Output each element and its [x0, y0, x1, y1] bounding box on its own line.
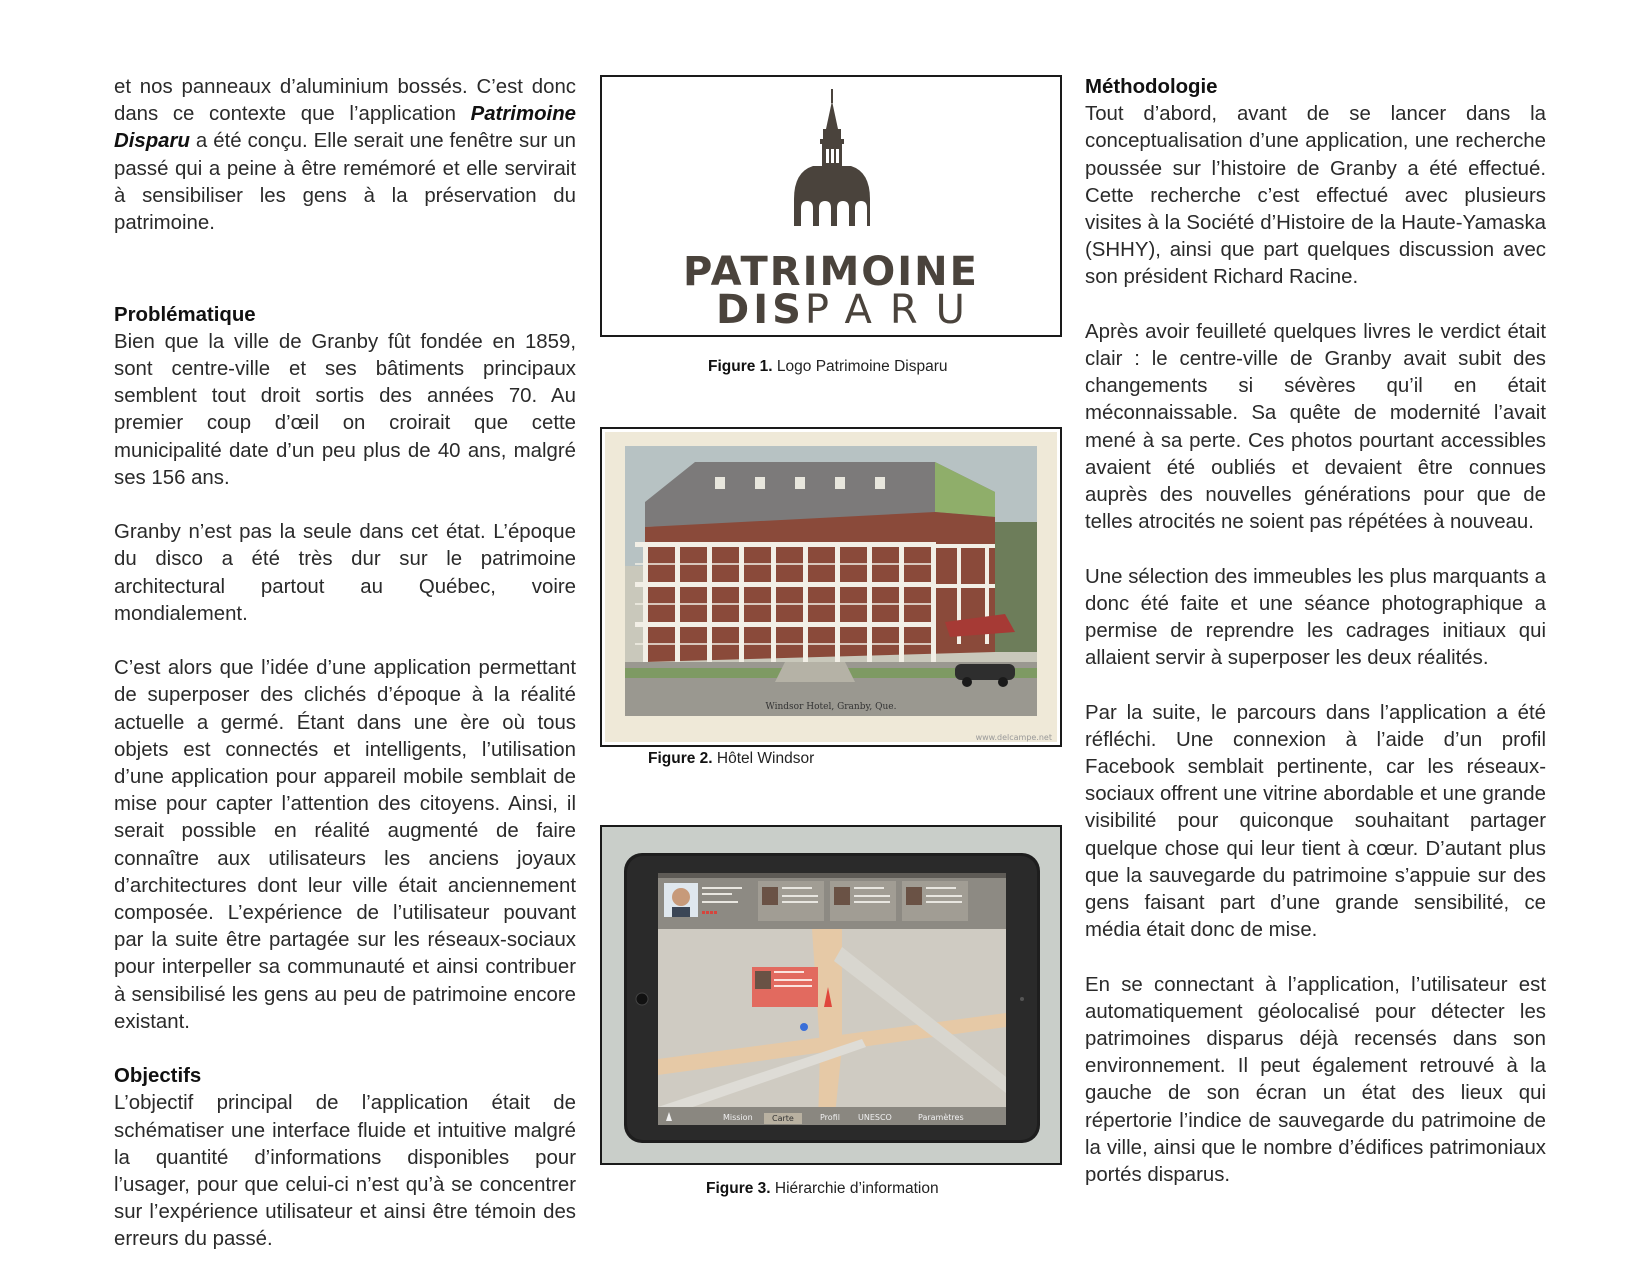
figure-1-logo — [600, 75, 1062, 337]
figure-3-caption: Figure 3. Hiérarchie d’information — [706, 1180, 939, 1197]
nav-item-mission[interactable]: Mission — [723, 1113, 753, 1122]
problematique-paragraph-3: C’est alors que l’idée d’une application permettant de superposer des clichés d’époque à la réalité actuelle a germé. Étant dans une ère où tous objets est connectés et intelligents, l’utilisation d’une application pour appareil mobile semblait de mise pour capter l’attention des citoyens. Ainsi, il serait possible en réalité augmenté de faire connaître aux utilisateurs les anciens joyaux d’architectures dont leur ville était anciennement composée. L’expérience de l’utilisateur pouvant par la suite être partagée sur les réseaux-sociaux pour interpeller sa communauté et ainsi contribuer à sensibilisé les gens au peu de patrimoine encore existant. — [114, 657, 576, 1033]
logo-text-patrimoine: PATRIMOINE — [683, 249, 979, 295]
nav-item-unesco[interactable]: UNESCO — [858, 1113, 892, 1122]
objectifs-paragraph: L’objectif principal de l’application était de schématiser une interface fluide et intuitive malgré la quantité d’informations disponibles pour l’usager, pour que celui-ci n’est qu’à se concentrer sur l’expérience utilisateur et ainsi être témoin des erreurs du passé. — [114, 1092, 576, 1251]
nav-item-carte[interactable]: Carte — [764, 1113, 802, 1124]
figure-2-caption: Figure 2. Hôtel Windsor — [648, 750, 815, 767]
problematique-heading: Problématique — [114, 303, 256, 326]
hotel-postcard-image — [605, 432, 1057, 742]
methodologie-paragraph-2: Après avoir feuilleté quelques livres le verdict était clair : le centre-ville de Granby avait subit des changements si sévères qu’il en était méconnaissable. Sa quête de modernité l’avait mené à sa perte. Ces photos pourtant accessibles avaient été oubliés et devaient être connues auprès des nouvelles générations pour que de telles atrocités ne soient pas répétées à nouveau. — [1085, 320, 1546, 534]
figure-3-tablet-ui — [600, 825, 1062, 1165]
methodologie-paragraph-3: Une sélection des immeubles les plus marquants a donc été faite et une séance photographique a permise de reprendre les cadrages initiaux qui allaient servir à superposer les deux réalités. — [1085, 565, 1546, 670]
nav-item-profil[interactable]: Profil — [820, 1113, 840, 1122]
figure-2-hotel-photo — [600, 427, 1062, 747]
methodologie-heading: Méthodologie — [1085, 76, 1218, 98]
methodologie-paragraph-1: Tout d’abord, avant de se lancer dans la conceptualisation d’une application, une recherche poussée sur l’histoire de Granby a été effectué. Cette recherche c’est effectué avec plusieurs visites à la Société d’Histoire de la Haute-Yamaska (SHHY), ainsi que part quelques discussion avec son président Richard Racine. — [1085, 103, 1546, 289]
left-column — [114, 74, 576, 1254]
methodologie-paragraph-4: Par la suite, le parcours dans l’application a été réfléchi. Une connexion à l’aide d’un profil Facebook semblait pertinente, car les réseaux-sociaux offrent une vitrine abordable et une grande visibilité pour quiconque souhaitant partager quelque chose qui leur tient à cœur. D’autant plus que la sauvegarde du patrimoine s’appuie sur des gens faisant part d’une grande sensibilité, ce média était donc de mise. — [1085, 701, 1546, 942]
app-name: Patrimoine Disparu — [114, 103, 576, 153]
right-column — [1085, 74, 1546, 1189]
methodologie-paragraph-5: En se connectant à l’application, l’utilisateur est automatiquement géolocalisé pour détecter les patrimoines disparus déjà recensés dans son environnement. Il peut également retrouvé à la gauche de son écran un état des lieux qui répertorie l’indice de sauvegarde du patrimoine de la ville, ainsi que le nombre d’édifices patrimoniaux portés disparus. — [1085, 973, 1546, 1187]
problematique-paragraph-1: Bien que la ville de Granby fût fondée en 1859, sont centre-ville et ses bâtiments principaux semblent tout droit sortis des années 70. Au premier coup d’œil on croirait que cette municipalité date d’un peu plus de 40 ans, malgré ses 156 ans. — [114, 330, 576, 489]
intro-paragraph: et nos panneaux d’aluminium bossés. C’est donc dans ce contexte que l’application Patrimoine Disparu a été conçu. Elle serait une fenêtre sur un passé qui a peine à être remémoré et elle servirait à sensibiliser les gens à la préservation du patrimoine. — [114, 76, 576, 235]
postcard-label: Windsor Hotel, Granby, Que. — [765, 702, 897, 712]
objectifs-heading: Objectifs — [114, 1065, 202, 1088]
problematique-paragraph-2: Granby n’est pas la seule dans cet état. L’époque du disco a été très dur sur le patrimoine architectural partout au Québec, voire mondialement. — [114, 521, 576, 625]
logo-text-disparu: DISPARU — [716, 287, 983, 333]
nav-item-parametres[interactable]: Paramètres — [918, 1113, 964, 1122]
watermark-text: www.delcampe.net — [975, 733, 1052, 742]
figure-1-caption: Figure 1. Logo Patrimoine Disparu — [708, 358, 948, 375]
